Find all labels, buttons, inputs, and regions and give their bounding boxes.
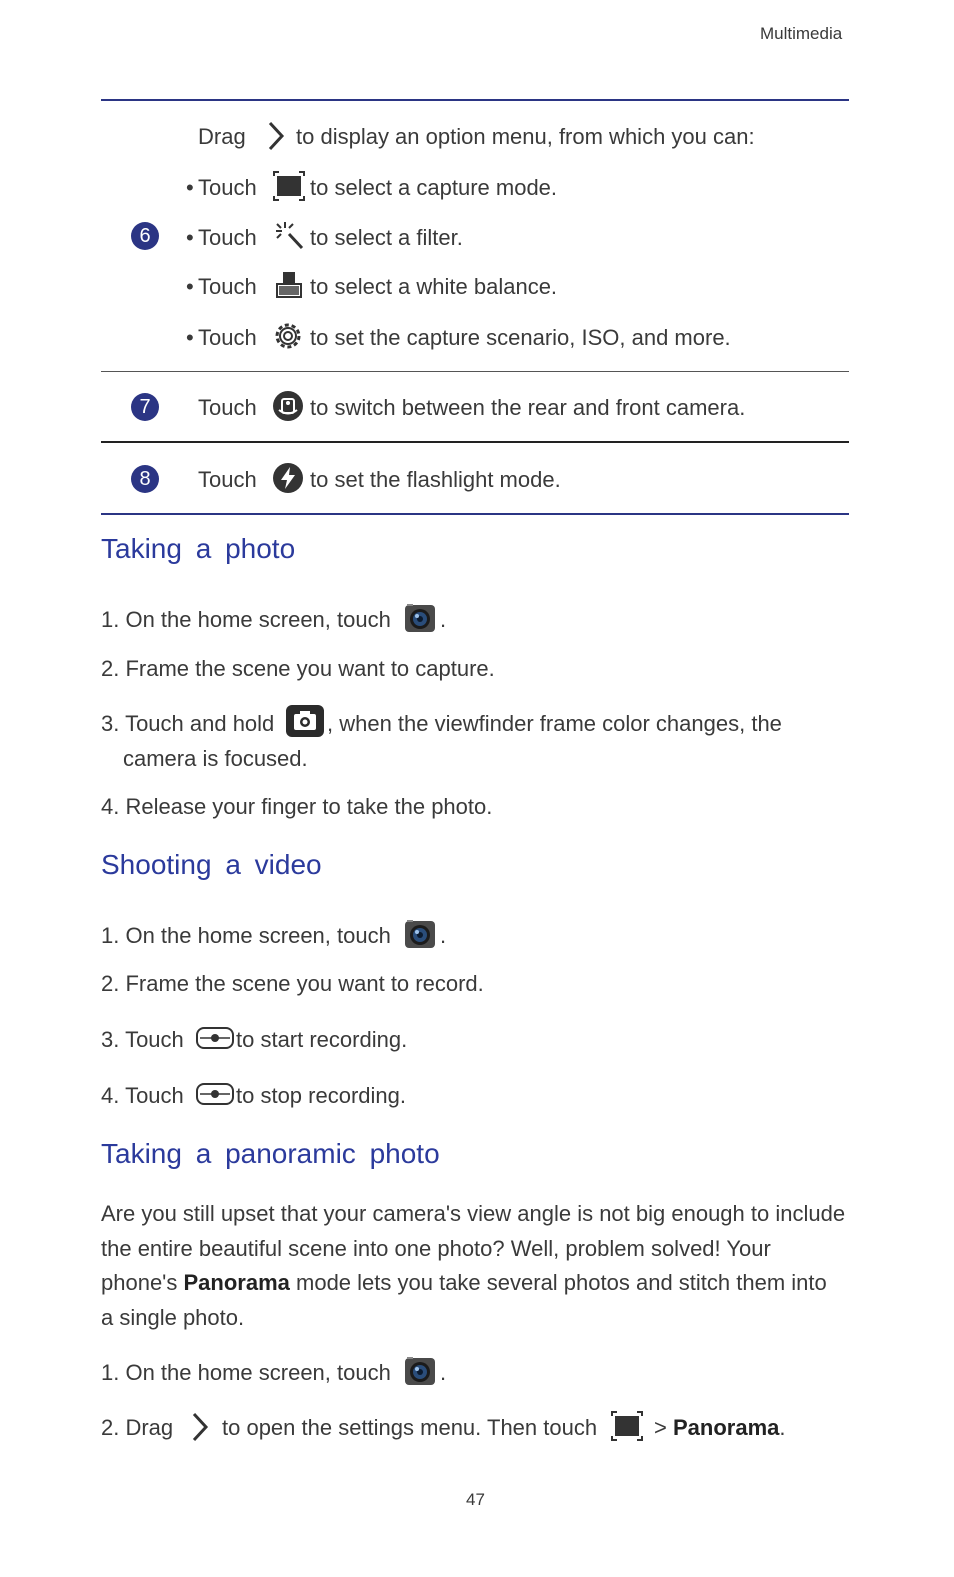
section-heading-panoramic: Taking a panoramic photo: [101, 1138, 440, 1169]
video-step-3-after: to start recording.: [236, 1027, 408, 1052]
filter-icon: [272, 220, 306, 252]
stop-record-button-icon: [196, 1083, 234, 1105]
bullet-touch-label: Touch: [198, 225, 257, 250]
bullet: •: [186, 225, 194, 250]
section-heading-taking-photo: Taking a photo: [101, 533, 296, 564]
step-badge-8: 8: [131, 465, 159, 493]
paragraph-text: mode lets you take several photos and stitch them into: [289, 1270, 827, 1295]
photo-step-4: 4. Release your finger to take the photo.: [101, 794, 493, 819]
photo-step-1: 1. On the home screen, touch: [101, 607, 391, 632]
shutter-button-icon: [286, 705, 324, 737]
bullet-text: to select a white balance.: [310, 274, 558, 299]
switch-camera-icon: [272, 390, 304, 422]
photo-step-3: 3. Touch and hold: [101, 711, 275, 736]
drag-label: Drag: [198, 124, 246, 149]
paragraph-text: phone's: [101, 1270, 184, 1295]
paragraph-line: Are you still upset that your camera's view angle is not big enough to include: [101, 1201, 846, 1226]
bullet-touch-label: Touch: [198, 274, 257, 299]
panorama-mode-term: Panorama: [183, 1270, 290, 1295]
record-button-icon: [196, 1027, 234, 1049]
panorama-step-1-end: .: [440, 1360, 447, 1385]
bullet-text: to select a capture mode.: [310, 175, 558, 200]
flash-icon: [272, 462, 304, 494]
panorama-step-2-tail: [654, 1415, 786, 1441]
photo-step-2: 2. Frame the scene you want to capture.: [101, 656, 495, 681]
section-heading-shooting-video: Shooting a video: [101, 849, 322, 880]
step-badge-7: 7: [131, 393, 159, 421]
camera-app-icon: [404, 919, 436, 949]
video-step-1: 1. On the home screen, touch: [101, 923, 391, 948]
page-number: 47: [466, 1490, 485, 1509]
photo-step-3-after: , when the viewfinder frame color changes, the: [327, 711, 782, 736]
paragraph-line: [101, 1266, 851, 1301]
greater-than-sign: >: [654, 1415, 667, 1440]
table-bottom-rule: [101, 513, 849, 515]
chevron-right-icon: [264, 119, 288, 153]
chevron-right-icon: [188, 1410, 212, 1444]
panorama-step-2-middle: to open the settings menu. Then touch: [222, 1415, 598, 1440]
table-top-rule: [101, 99, 849, 101]
photo-step-1-end: .: [440, 607, 447, 632]
camera-app-icon: [404, 1356, 436, 1386]
settings-gear-icon: [272, 320, 304, 352]
capture-mode-icon: [270, 170, 308, 202]
bullet-text: to select a filter.: [310, 225, 463, 250]
panorama-step-1: 1. On the home screen, touch: [101, 1360, 391, 1385]
camera-app-icon: [404, 603, 436, 633]
video-step-1-end: .: [440, 923, 447, 948]
bullet: •: [186, 325, 194, 350]
row-text: to set the flashlight mode.: [310, 467, 561, 492]
video-step-4-after: to stop recording.: [236, 1083, 406, 1108]
table-row-divider: [101, 441, 849, 443]
video-step-3: 3. Touch: [101, 1027, 184, 1052]
paragraph-line: the entire beautiful scene into one photo? Well, problem solved! Your: [101, 1235, 771, 1261]
bullet-touch-label: Touch: [198, 325, 257, 350]
row-touch-label: Touch: [198, 467, 257, 492]
panorama-menu-item: Panorama: [672, 1415, 780, 1440]
bullet: •: [186, 175, 194, 200]
row-touch-label: Touch: [198, 395, 257, 420]
bullet: •: [186, 274, 194, 299]
bullet-text: to set the capture scenario, ISO, and more.: [310, 325, 731, 350]
photo-step-3-line2: camera is focused.: [123, 746, 308, 771]
drag-description: to display an option menu, from which you can:: [296, 124, 755, 149]
step-badge-6: 6: [131, 222, 159, 250]
paragraph-line: a single photo.: [101, 1304, 245, 1330]
table-row-divider: [101, 371, 849, 372]
panorama-intro-paragraph: [101, 1197, 851, 1335]
panorama-step-2: 2. Drag: [101, 1415, 174, 1440]
running-header: Multimedia: [760, 24, 843, 43]
capture-mode-icon: [608, 1410, 646, 1442]
bullet-touch-label: Touch: [198, 175, 257, 200]
video-step-4: 4. Touch: [101, 1083, 184, 1108]
video-step-2: 2. Frame the scene you want to record.: [101, 971, 484, 996]
white-balance-icon: [274, 270, 304, 300]
period: .: [779, 1415, 786, 1440]
row-text: to switch between the rear and front camera.: [310, 395, 746, 420]
